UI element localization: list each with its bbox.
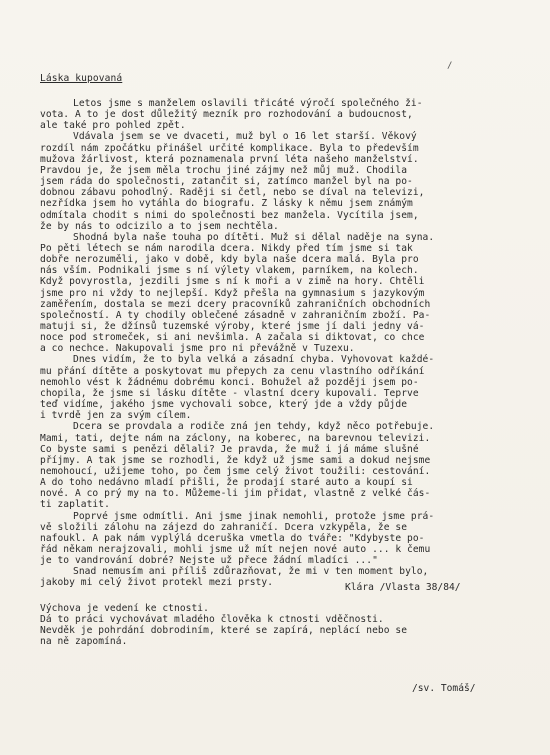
body-line: Poprvé jsme odmítli. Ani jsme jinak nemohli, protože jsme prá-	[73, 510, 435, 522]
quote-signature: /sv. Tomáš/	[412, 683, 476, 694]
body-line: zaměřením, dostala se mezi dcery pracovníků zahraničních obchodních	[40, 298, 431, 310]
body-line: Po pěti létech se nám narodila dcera. Nikdy před tím jsme si tak	[40, 242, 413, 254]
body-line: Když povyrostla, jezdili jsme s ní k moři a v zimě na hory. Chtěli	[40, 276, 425, 288]
body-line: nové. A co prý my na to. Můžeme-li jim přidat, vlastně z velké čás-	[40, 488, 431, 500]
body-line: nafoukl. A pak nám vyplýlá dceruška vmetla do tváře: "Kdybyste po-	[40, 532, 425, 544]
body-line: mu přání dítěte a poskytovat mu přepych za cenu vlastního odříkání	[40, 365, 425, 377]
body-line: a co nechce. Nakupovali jsme pro ni převážně v Tuzexu.	[40, 343, 355, 355]
body-line: Snad nemusím ani příliš zdůrazňovat, že mi v ten moment bylo,	[73, 566, 429, 578]
quote-line: Nevděk je pohrdání dobrodiním, které se zapírá, neplácí nebo se	[40, 625, 408, 637]
body-line: je to vandrování dobré? Nejste už přece žádní mladíci ..."	[40, 555, 378, 567]
body-line: nemohoucí, užijeme toho, po čem jsme celý život toužili: cestování.	[40, 465, 431, 477]
quote-line: Dá to práci vychovávat mladého člověka k ctnosti vděčnosti.	[40, 614, 384, 626]
body-line: jsme pro ni vždy to nejlepší. Když přešla na gymnasium s jazykovým	[40, 287, 425, 299]
body-line: dobře nerozuměli, jako v době, kdy byla naše dcera malá. Byla pro	[40, 254, 419, 266]
body-line: Pravdou je, že jsem měla trochu jiné zájmy než můj muž. Chodila	[40, 164, 408, 176]
quote-line: Výchova je vedení ke ctnosti.	[40, 603, 209, 614]
body-line: Letos jsme s manželem oslavili třicáté výročí společného ži-	[73, 98, 423, 109]
body-line: že by nás to odcizilo a to jsem nechtěla.	[40, 220, 279, 232]
article-title: Láska kupovaná	[40, 73, 123, 84]
body-line: Shodná byla naše touha po dítěti. Muž si dělal naděje na syna.	[73, 231, 435, 243]
body-line: nás vším. Podnikali jsme s ní výlety vlakem, parníkem, na kolech.	[40, 265, 419, 277]
body-line: teď vidíme, jakého jsme vychovali sobce, který jde a vždy půjde	[40, 399, 408, 411]
body-line: Vdávala jsem se ve dvaceti, muž byl o 16 let starší. Věkový	[73, 131, 417, 143]
corner-mark: /	[447, 61, 453, 71]
article-signature: Klára /Vlasta 38/84/	[345, 582, 461, 593]
body-line: Mami, tati, dejte nám na záclony, na koberec, na barevnou televizi.	[40, 432, 431, 444]
quote-line: na ně zapomíná.	[40, 636, 128, 648]
body-line: odmítala chodit s nimi do společnosti bez manžela. Vycítila jsem,	[40, 209, 419, 221]
body-line: chopila, že jsme si lásku dítěte - vlastní dcery kupovali. Teprve	[40, 387, 419, 399]
body-line: ale také pro pohled zpět.	[40, 120, 186, 132]
body-line: jsem ráda do společnosti, zatančit si, zatímco manžel byl na po-	[40, 176, 413, 188]
body-line: noce pod stromeček, si ani nevšimla. A začala si diktovat, co chce	[40, 332, 425, 344]
body-line: Dnes vidím, že to byla velká a zásadní chyba. Vyhovovat každé-	[73, 354, 435, 366]
body-line: ti zaplatit.	[40, 499, 110, 511]
body-line: nemohlo vést k žádnému dobrému konci. Bohužel až později jsem po-	[40, 376, 419, 388]
body-line: i tvrdě jen za svým cílem.	[40, 410, 192, 422]
body-line: jakoby mi celý život protekl mezi prsty.	[40, 577, 274, 589]
body-line: nezřídka jsem ho vytáhla do biografu. Z lásky k němu jsem známým	[40, 198, 413, 210]
body-line: vě složili zálohu na zájezd do zahraničí. Dcera vzkypěla, že se	[40, 521, 408, 533]
body-line: rozdíl nám zpočátku přinášel určité komplikace. Byla to především	[40, 142, 419, 154]
body-line: vota. A to je dost důležitý mezník pro rozhodování a budoucnost,	[40, 109, 413, 121]
body-line: dobnou zábavu pohodlný. Raději si četl, nebo se díval na televizi,	[40, 187, 425, 199]
body-line: mužova žárlivost, která poznamenala první léta našeho manželství.	[40, 153, 419, 165]
body-line: příjmy. A tak jsme se rozhodli, že když už jsme sami a dokud nejsme	[40, 454, 431, 466]
body-line: matuji si, že džínsů tuzemské výroby, které jsme jí dali jedny vá-	[40, 321, 425, 332]
body-line: Co byste sami s penězi dělali? Je pravda, že muž i já máme slušné	[40, 443, 419, 455]
body-line: Dcera se provdala a rodiče zná jen tehdy, když něco potřebuje.	[73, 421, 435, 433]
body-line: řád někam nerajzovali, mohli jsme už mít nejen nové auto ... k čemu	[40, 544, 431, 555]
body-line: A do toho nedávno mladí přišli, že prodají staré auto a koupí si	[40, 477, 413, 489]
body-line: společností. A ty chodily oblečené zásadně v zahraničním zboží. Pa-	[40, 309, 431, 321]
